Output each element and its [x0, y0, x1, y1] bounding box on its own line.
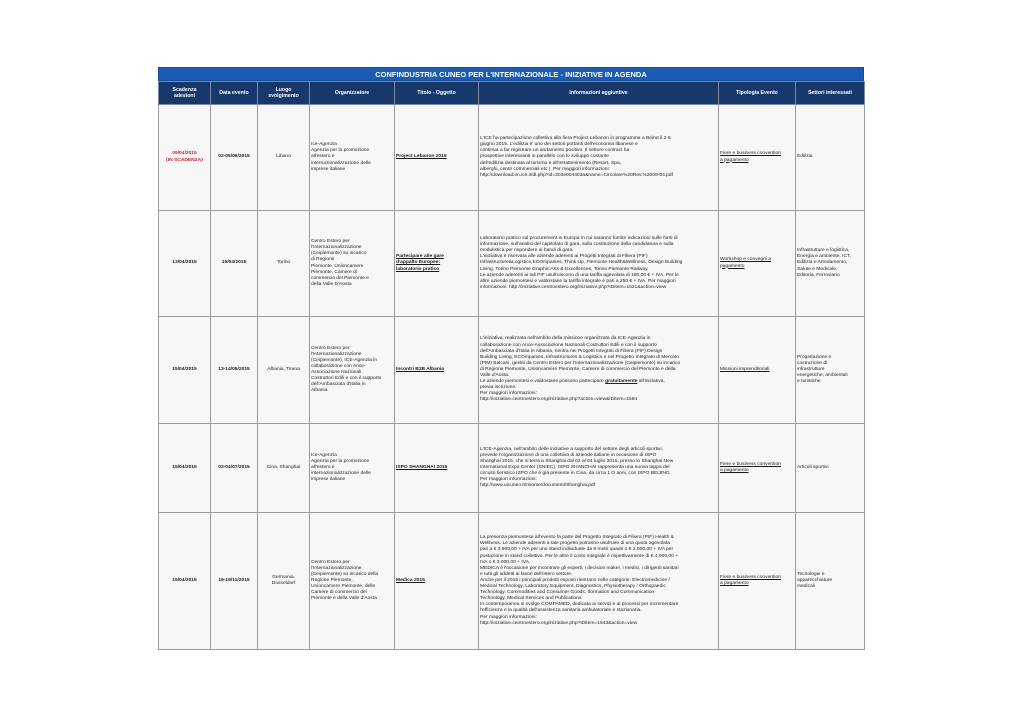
table-row — [159, 317, 865, 424]
header-tipologia: Tipologia Evento — [719, 82, 796, 105]
title-link-cell[interactable]: Medica 2015 — [395, 513, 479, 650]
info-cell: L'iniziativa, realizzata nell'ambito della missione organizzata da ICE-Agenzia in collaborazione con Ance-Associazione Nazionali Costruttori Edili e con il supporto dell'Ambasciata d'Italia in Albania, rientra nei Progetti Integrati di Filiera (PIF) Design Building Living, ECOmpanies, Infrastructures & Logistics e nel Progetto Integrato di Mercato (PIM) Balcani, gestiti da Centro Estero per l'Internazionalizzazione (Ceipiemonte) su incarico di Regione Piemonte, Unioncamere Piemonte, Camere di commercio del Piemonte e della Valle d'Aosta. Le aziende piemontesi e valdostane possono partecipare gratuitamente all'iniziativa, previa iscrizione. Per maggiori informazioni: http://iniziative.centroestero.org/iniziative.php?action=view&IDitem=1584 — [479, 317, 719, 424]
title-link-cell[interactable]: ISPO SHANGHAI 2015 — [395, 424, 479, 513]
title-link-cell[interactable]: Incontri B2B Albania — [395, 317, 479, 424]
sectors-cell: Edilizia — [796, 105, 865, 211]
title-link-cell[interactable]: Project Lebanon 2015 — [395, 105, 479, 211]
info-cell: L'ICE ha partecipazione collettiva alla fiera Project Lebanon in programma a Beirut il 2-5 giugno 2015. L'edilizia e' uno dei settori portanti dell'economia libanese e continua a far registrare un andamento positivo. Il settore contract ha prospettive interessanti in parallelo con lo sviluppo costante dell'edilizia destinata al turismo e all'intrattenimento (Resort, Spa, alberghi, centri commerciali etc.). Per maggiori informazioni: http://download.im.ice.it/dl.php?id=303e004403a&name=Circolare%20Rev.%2009-04.pdf — [479, 105, 719, 211]
organizer-cell: Centro Estero per l'Internazionalizzazione (Ceipiemonte) su incarico della Regione Piemonte, Unioncamere Piemonte, delle Camere di commercio del Piemonte e della Valle d'Aosta — [310, 513, 395, 650]
deadline-cell: 15/04/2015 — [159, 424, 211, 513]
event-date-cell: 02-05/06/2015 — [211, 105, 258, 211]
event-type-cell[interactable]: Fiere e business convention a pagamento — [719, 424, 796, 513]
location-cell: Torino — [258, 211, 310, 317]
deadline-cell: 15/04/2015 — [159, 317, 211, 424]
deadline-cell: 15/04/2015 — [159, 513, 211, 650]
organizer-cell: Centro Estero per l'Internazionalizzazione (Ceipiemonte), ICE-Agenzia in collaborazione con Ance- Associazione Nazionali Costruttori Edili e con il supporto dell'Ambasciata d'Italia in Albania — [310, 317, 395, 424]
header-organizzatore: Organizzatore — [310, 82, 395, 105]
location-cell: Libano — [258, 105, 310, 211]
event-date-cell: 13-14/05/2015 — [211, 317, 258, 424]
location-cell: Albania, Tirana — [258, 317, 310, 424]
sectors-cell: Progettazione e costruzione di infrastrutture energetiche, ambientali e turistiche — [796, 317, 865, 424]
event-type-cell[interactable]: Fiere e business convention a pagamento — [719, 105, 796, 211]
event-date-cell: 15/04/2015 — [211, 211, 258, 317]
info-cell: Laboratorio pratico sul procurement in Europa in cui saranno fornite indicazioni sulle fonti di informazione, sull'analisi del capitolato di gara, sulla costituzione della candidatura e sulla modulistica per rispondere ai bandi di gara. L'iniziativa è riservata alle aziende aderenti ai Progetti Integrati di Filiera (PIF) Infrastructure&Logistics,ECOmpanies, Think Up, Piemonte Health&Wellness, Design Building Living, Torino Piemonte Graphic Arts & Excellences, Torino Piemonte Railway. Le aziende aderenti ai tali PIF usufruiscono di una tariffa agevolata di 180,00 € + IVA. Per le altre aziende piemontesi e valdostane la tariffa integrale è pari a 250 € + IVA. Per maggiori informazioni: http://iniziative.centroestero.org/iniziative.php?IDitem=1521&action=view — [479, 211, 719, 317]
event-type-cell[interactable]: Missioni imprenditoriali — [719, 317, 796, 424]
organizer-cell: Ice-Agenzia Agenzia per la promozione all'estero e internazionalizzazione delle imprese italiane — [310, 105, 395, 211]
header-scadenza: Scadenza adesioni — [159, 82, 211, 105]
page-title: CONFINDUSTRIA CUNEO PER L'INTERNAZIONALE - INIZIATIVE IN AGENDA — [158, 67, 864, 81]
location-cell: Cina, Shanghai — [258, 424, 310, 513]
organizer-cell: Centro Estero per l'Internazionalizzazione (Ceipiemonte) su incarico di Regione Piemonte, Unioncamere Piemonte, Camere di commercio del Piemonte e della Valle D'Aosta — [310, 211, 395, 317]
header-settori: Settori interessati — [796, 82, 865, 105]
table-row — [159, 211, 865, 317]
sectors-cell: Articoli sportivi — [796, 424, 865, 513]
event-date-cell: 02-04/07/2015 — [211, 424, 258, 513]
table-row — [159, 513, 865, 650]
agenda-table — [158, 81, 865, 650]
header-luogo: Luogo svolgimento — [258, 82, 310, 105]
agenda-sheet — [158, 67, 864, 650]
table-row — [159, 105, 865, 211]
event-type-cell[interactable]: Fiere e business convention a pagamento — [719, 513, 796, 650]
info-cell: La presenza piemontese all'evento fa parte del Progetto Integrato di Filiera (PIF) Health & Wellness. Le aziende aderenti a tale progetto potranno usufruire di una quota agevolata pari a € 3.900,00 + IVA per uno stand individuale da 9 metri quadri o € 2.000,00 + IVA per postazione in stand collettivo. Per le altre il costo integrale è rispettivamente di € 4.900,00 + IVA o € 3.000,00 + IVA. MEDICA è l'occasione per incontrare gli esperti, i decision maker, i medici, i dirigenti sanitari e tutti gli addetti ai lavori dell'intero settore. Anche per il 2015 i principali prodotti esposti rientrano nelle categorie: Electromedicine / Medical Technology, Laboratory Equipment, Diagnostics, Physiotherapy / Orthopaedic Technology, Commodities and Consumer Goods, Iformation and Communication Technology, Medical Services and Publications. In contemporanea si svolge COMPAMED, dedicata ai servizi e ai processi per incrementare l'efficienza e la qualità dell'assistenza sanitaria ambulatoriale e stazionaria. Per maggiori informazioni: http://iniziative.centroestero.org/iniziative.php?IDitem=1543&action=view — [479, 513, 719, 650]
info-cell: L'ICE-Agenzia, nell'ambito delle iniziative a supporto del settore degli articoli sportivi, prevede l'organizzazione di una collettiva di aziende italiane in occasione di ISPO Shanghai 2015, che si terrà a Shanghai dal 02 al 04 luglio 2015, presso lo Shanghai New International Expo Center (SNIEC). ISPO SHANGHAI rappresenta una nuova tappa del circuito fieristico ISPO che è già presente in Cina, da circa 1 O anni, con ISPO BEIJING. Per maggiori informazioni: http://www.uicuneo.it/risorse/documenti/Shanghai.pdf — [479, 424, 719, 513]
header-data-evento: Data evento — [211, 82, 258, 105]
sectors-cell: Infrastrutture e logistica, Energia e ambiente, ICT, Edilizia e Arredamento, Salute e Medicale, Editoria, Ferroviario — [796, 211, 865, 317]
event-type-cell[interactable]: Workshop e convegni a pagamento — [719, 211, 796, 317]
organizer-cell: Ice-Agenzia Agenzia per la promozione all'estero e internazionalizzazione delle imprese italiane — [310, 424, 395, 513]
location-cell: Germania, Dusseldorf — [258, 513, 310, 650]
highlight-text: gratuitamente — [605, 379, 638, 385]
header-titolo: Titolo - Oggetto — [395, 82, 479, 105]
deadline-cell: 13/04/2015 — [159, 211, 211, 317]
header-info: Informazioni aggiuntive — [479, 82, 719, 105]
deadline-cell: 09/04/2015 (IN SCADENZA) — [159, 105, 211, 211]
header-row — [159, 82, 865, 105]
title-link-cell[interactable]: Partecipare alle gare d'appalto Europee: laboratorio pratico — [395, 211, 479, 317]
table-row — [159, 424, 865, 513]
sectors-cell: Tecnologie e apparecchiature medicali — [796, 513, 865, 650]
event-date-cell: 16-19/11/2015 — [211, 513, 258, 650]
